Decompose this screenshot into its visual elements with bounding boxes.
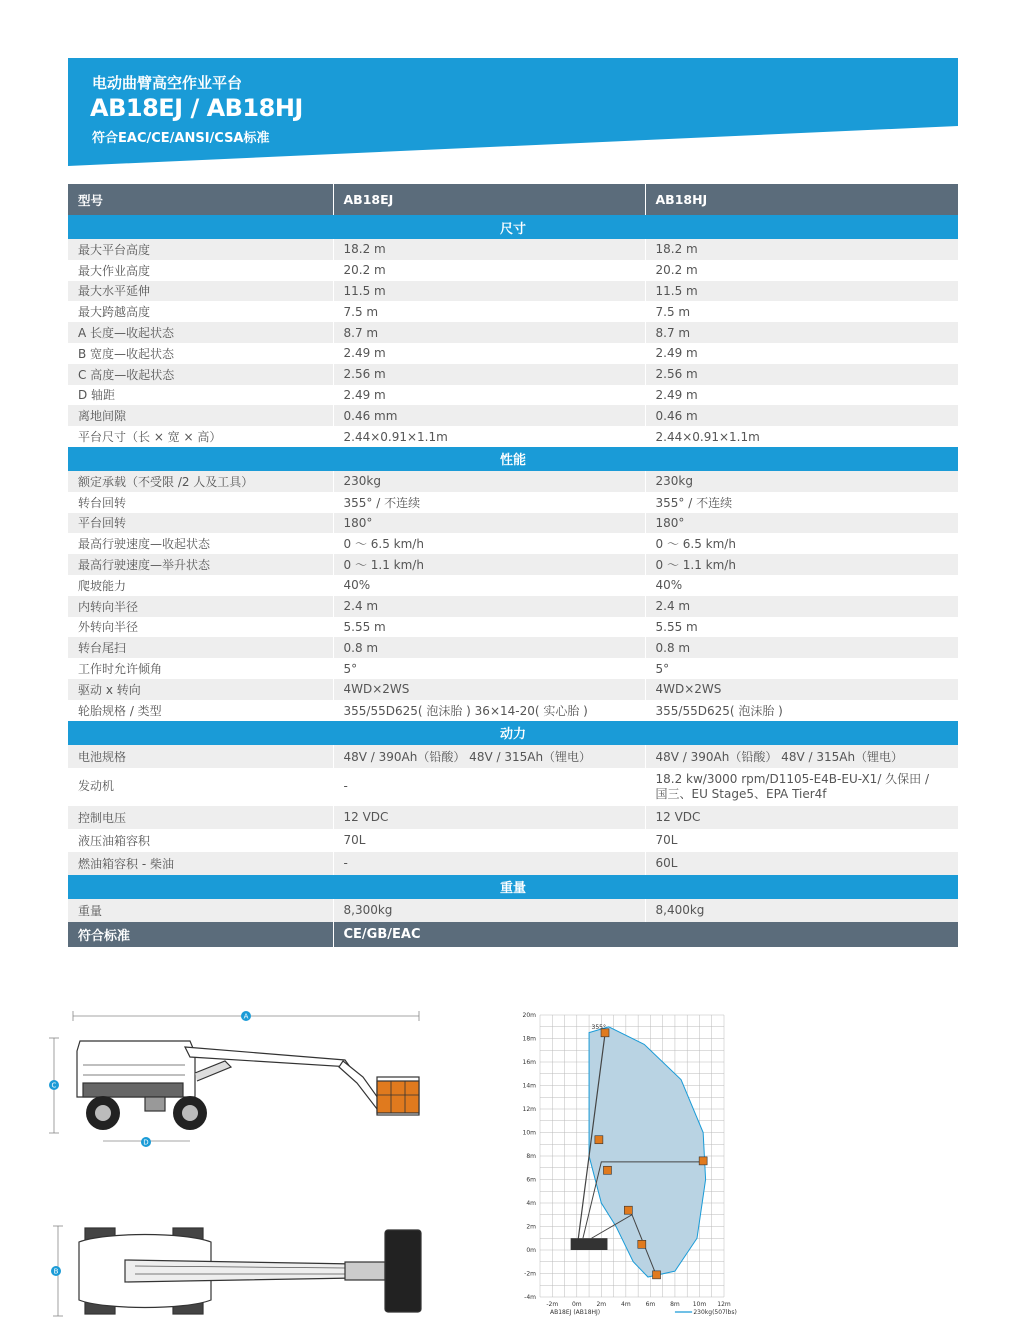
header-col1: AB18EJ bbox=[333, 184, 645, 215]
row-value-1: 7.5 m bbox=[333, 301, 645, 322]
row-value-2: 230kg bbox=[645, 471, 958, 492]
table-row bbox=[68, 405, 958, 426]
table-row bbox=[68, 239, 958, 260]
table-row bbox=[68, 658, 958, 679]
table-row bbox=[68, 322, 958, 343]
y-tick-label: 18m bbox=[522, 1035, 536, 1043]
row-label: 最大平台高度 bbox=[68, 239, 333, 260]
row-value-2: 0 ～ 6.5 km/h bbox=[645, 533, 958, 554]
row-label: 发动机 bbox=[68, 768, 333, 806]
legend-left: AB18EJ (AB18HJ) bbox=[550, 1309, 601, 1316]
row-label: 转台尾扫 bbox=[68, 637, 333, 658]
row-label: 最大水平延伸 bbox=[68, 281, 333, 302]
row-value-2: 2.49 m bbox=[645, 343, 958, 364]
x-tick-label: 10m bbox=[692, 1301, 707, 1308]
y-tick-label: 8m bbox=[526, 1153, 536, 1160]
row-value-2: 180° bbox=[645, 513, 958, 534]
row-value-2: 0 ～ 1.1 km/h bbox=[645, 554, 958, 575]
wheel-icon bbox=[86, 1096, 120, 1130]
platform-basket bbox=[653, 1271, 661, 1279]
dim-c-marker bbox=[49, 1080, 59, 1090]
table-row bbox=[68, 364, 958, 385]
y-tick-label: 12m bbox=[522, 1106, 536, 1113]
product-standard: 符合EAC/CE/ANSI/CSA标准 bbox=[92, 131, 270, 146]
table-footer-row bbox=[68, 922, 958, 947]
header-col2: AB18HJ bbox=[645, 184, 958, 215]
row-value-1: 12 VDC bbox=[333, 806, 645, 829]
row-value-1: 5.55 m bbox=[333, 617, 645, 638]
row-label: 平台尺寸（长 × 宽 × 高） bbox=[68, 426, 333, 447]
row-label: 液压油箱容积 bbox=[68, 829, 333, 852]
table-row bbox=[68, 426, 958, 447]
row-value-1: 40% bbox=[333, 575, 645, 596]
y-tick-label: 0m bbox=[526, 1247, 536, 1254]
spec-table bbox=[68, 184, 958, 947]
legend-right: 230kg(507lbs) bbox=[693, 1309, 737, 1316]
row-label: C 高度—收起状态 bbox=[68, 364, 333, 385]
table-row bbox=[68, 745, 958, 768]
machine-top-silhouette bbox=[79, 1228, 421, 1314]
engine-line-2: 国三、EU Stage5、EPA Tier4f bbox=[655, 786, 827, 801]
row-value-1: 70L bbox=[333, 829, 645, 852]
product-subtitle: 电动曲臂高空作业平台 bbox=[92, 74, 243, 92]
section-title: 尺寸 bbox=[68, 215, 958, 239]
table-row bbox=[68, 806, 958, 829]
wheel-icon bbox=[173, 1096, 207, 1130]
row-value-1: 355/55D625( 泡沫胎 ) 36×14-20( 实心胎 ) bbox=[333, 700, 645, 721]
row-value-2: 48V / 390Ah（铅酸） 48V / 315Ah（锂电） bbox=[645, 745, 958, 768]
row-label: A 长度—收起状态 bbox=[68, 322, 333, 343]
table-row bbox=[68, 617, 958, 638]
row-value-1: 4WD×2WS bbox=[333, 679, 645, 700]
row-value-1: 11.5 m bbox=[333, 281, 645, 302]
row-value-1: 48V / 390Ah（铅酸） 48V / 315Ah（锂电） bbox=[333, 745, 645, 768]
row-value-2: 355° / 不连续 bbox=[645, 492, 958, 513]
row-value-1: 0.46 mm bbox=[333, 405, 645, 426]
row-label: 最大作业高度 bbox=[68, 260, 333, 281]
row-label: 驱动 x 转向 bbox=[68, 679, 333, 700]
section-dimensions bbox=[68, 215, 958, 239]
table-row bbox=[68, 575, 958, 596]
y-tick-label: 6m bbox=[526, 1176, 536, 1184]
row-label: 内转向半径 bbox=[68, 596, 333, 617]
row-label: 工作时允许倾角 bbox=[68, 658, 333, 679]
row-value-1: 2.44×0.91×1.1m bbox=[333, 426, 645, 447]
row-value-1: 355° / 不连续 bbox=[333, 492, 645, 513]
y-tick-label: 16m bbox=[522, 1059, 536, 1066]
working-range-chart bbox=[510, 1005, 750, 1323]
table-row bbox=[68, 596, 958, 617]
row-value-2: 4WD×2WS bbox=[645, 679, 958, 700]
table-row bbox=[68, 637, 958, 658]
x-tick-label: 2m bbox=[596, 1301, 607, 1308]
top-view-drawing bbox=[45, 1220, 425, 1320]
title-banner bbox=[68, 58, 958, 166]
platform-basket bbox=[595, 1136, 603, 1144]
table-row bbox=[68, 554, 958, 575]
footer-value: CE/GB/EAC bbox=[333, 922, 958, 947]
row-value-2: 40% bbox=[645, 575, 958, 596]
machine-base bbox=[571, 1238, 608, 1250]
row-value-1: 230kg bbox=[333, 471, 645, 492]
table-header-row bbox=[68, 184, 958, 215]
y-tick-label: 4m bbox=[526, 1200, 536, 1207]
table-row bbox=[68, 829, 958, 852]
row-value-2: 0.8 m bbox=[645, 637, 958, 658]
section-title: 重量 bbox=[68, 875, 958, 899]
table-row bbox=[68, 679, 958, 700]
row-value-1: 8.7 m bbox=[333, 322, 645, 343]
rotation-label: 355° bbox=[591, 1023, 606, 1031]
footer-label: 符合标准 bbox=[68, 922, 333, 947]
row-value-2: 18.2 m bbox=[645, 239, 958, 260]
table-row bbox=[68, 301, 958, 322]
platform-basket bbox=[638, 1240, 646, 1248]
row-value-2: 60L bbox=[645, 852, 958, 875]
engine-line-1: 18.2 kw/3000 rpm/D1105-E4B-EU-X1/ 久保田 / bbox=[655, 771, 930, 786]
row-label: 控制电压 bbox=[68, 806, 333, 829]
y-tick-label: 2m bbox=[526, 1223, 536, 1231]
table-row bbox=[68, 852, 958, 875]
row-value-2: 8,400kg bbox=[645, 899, 958, 922]
row-value-1: 0 ～ 6.5 km/h bbox=[333, 533, 645, 554]
row-value-1: 0 ～ 1.1 km/h bbox=[333, 554, 645, 575]
row-value-1: 2.56 m bbox=[333, 364, 645, 385]
section-power bbox=[68, 721, 958, 745]
section-title: 动力 bbox=[68, 721, 958, 745]
table-row bbox=[68, 899, 958, 922]
row-value-1: 2.4 m bbox=[333, 596, 645, 617]
row-label: 平台回转 bbox=[68, 513, 333, 534]
row-value-1: 2.49 m bbox=[333, 385, 645, 406]
row-value-1: 180° bbox=[333, 513, 645, 534]
y-tick-label: 14m bbox=[522, 1082, 536, 1090]
row-value-1: - bbox=[333, 768, 645, 806]
row-value-2: 5° bbox=[645, 658, 958, 679]
row-value-2: 2.44×0.91×1.1m bbox=[645, 426, 958, 447]
platform-basket bbox=[699, 1157, 707, 1165]
y-tick-label: 20m bbox=[522, 1012, 536, 1019]
row-label: 最高行驶速度—收起状态 bbox=[68, 533, 333, 554]
y-tick-label: -2m bbox=[524, 1270, 536, 1278]
row-label: 额定承载（不受限 /2 人及工具） bbox=[68, 471, 333, 492]
row-label: D 轴距 bbox=[68, 385, 333, 406]
product-model: AB18EJ / AB18HJ bbox=[90, 94, 303, 122]
row-value-2 bbox=[645, 768, 958, 806]
x-tick-label: -2m bbox=[546, 1301, 559, 1308]
section-performance bbox=[68, 447, 958, 471]
row-label: 爬坡能力 bbox=[68, 575, 333, 596]
row-value-2: 5.55 m bbox=[645, 617, 958, 638]
row-value-1: - bbox=[333, 852, 645, 875]
table-row bbox=[68, 700, 958, 721]
row-label: 电池规格 bbox=[68, 745, 333, 768]
y-tick-label: 10m bbox=[522, 1129, 536, 1137]
row-label: 重量 bbox=[68, 899, 333, 922]
table-row bbox=[68, 533, 958, 554]
side-view-drawing bbox=[45, 1005, 445, 1155]
x-tick-label: 4m bbox=[621, 1301, 631, 1308]
dim-a-label: A bbox=[243, 1012, 249, 1021]
x-tick-label: 0m bbox=[571, 1301, 582, 1308]
row-value-2: 20.2 m bbox=[645, 260, 958, 281]
y-tick-label: -4m bbox=[524, 1294, 536, 1301]
platform-basket bbox=[603, 1166, 611, 1174]
platform-basket bbox=[624, 1206, 632, 1214]
table-row bbox=[68, 471, 958, 492]
row-value-1: 2.49 m bbox=[333, 343, 645, 364]
table-row bbox=[68, 513, 958, 534]
table-row bbox=[68, 260, 958, 281]
row-value-1: 18.2 m bbox=[333, 239, 645, 260]
row-value-1: 5° bbox=[333, 658, 645, 679]
row-value-2: 2.56 m bbox=[645, 364, 958, 385]
table-row bbox=[68, 768, 958, 806]
dim-c-label: C bbox=[51, 1081, 57, 1090]
x-tick-label: 6m bbox=[645, 1301, 656, 1308]
row-value-2: 70L bbox=[645, 829, 958, 852]
row-value-2: 12 VDC bbox=[645, 806, 958, 829]
row-value-2: 7.5 m bbox=[645, 301, 958, 322]
table-row bbox=[68, 492, 958, 513]
header-label: 型号 bbox=[68, 184, 333, 215]
row-value-2: 11.5 m bbox=[645, 281, 958, 302]
row-label: 最高行驶速度—举升状态 bbox=[68, 554, 333, 575]
table-row bbox=[68, 281, 958, 302]
row-value-1: 20.2 m bbox=[333, 260, 645, 281]
row-value-2: 2.49 m bbox=[645, 385, 958, 406]
row-value-2: 8.7 m bbox=[645, 322, 958, 343]
row-label: B 宽度—收起状态 bbox=[68, 343, 333, 364]
row-value-2: 2.4 m bbox=[645, 596, 958, 617]
dim-d-label: D bbox=[143, 1138, 149, 1147]
x-tick-label: 8m bbox=[670, 1301, 680, 1308]
x-tick-label: 12m bbox=[717, 1301, 731, 1308]
row-label: 最大跨越高度 bbox=[68, 301, 333, 322]
dim-b-marker bbox=[51, 1266, 61, 1276]
row-value-1: 0.8 m bbox=[333, 637, 645, 658]
row-label: 转台回转 bbox=[68, 492, 333, 513]
row-value-1: 8,300kg bbox=[333, 899, 645, 922]
dim-b-label: B bbox=[53, 1267, 59, 1276]
table-row bbox=[68, 385, 958, 406]
row-label: 轮胎规格 / 类型 bbox=[68, 700, 333, 721]
dim-a-marker bbox=[241, 1011, 251, 1021]
section-weight bbox=[68, 875, 958, 899]
row-value-2: 0.46 m bbox=[645, 405, 958, 426]
section-title: 性能 bbox=[68, 447, 958, 471]
dim-d-marker bbox=[141, 1137, 151, 1147]
table-row bbox=[68, 343, 958, 364]
machine-side-silhouette bbox=[77, 1041, 419, 1115]
row-value-2: 355/55D625( 泡沫胎 ) bbox=[645, 700, 958, 721]
row-label: 离地间隙 bbox=[68, 405, 333, 426]
row-label: 燃油箱容积 - 柴油 bbox=[68, 852, 333, 875]
row-label: 外转向半径 bbox=[68, 617, 333, 638]
